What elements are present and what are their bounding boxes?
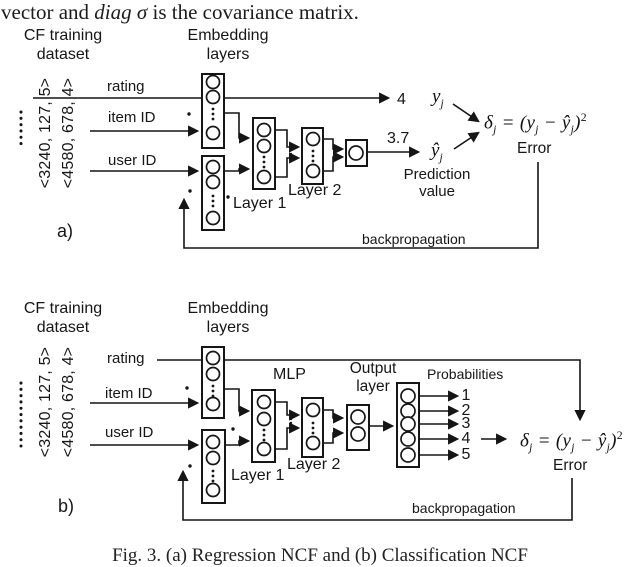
layer1-to-layer2-top xyxy=(275,130,298,147)
error-label-b: Error xyxy=(553,457,588,474)
panel-a-label: a) xyxy=(57,221,74,241)
body-text-line xyxy=(1,0,359,25)
class-label-5: 5 xyxy=(461,446,471,463)
output-layer-line2: layer xyxy=(356,377,390,395)
yj-sub: j xyxy=(440,97,444,110)
panel-b-label: b) xyxy=(58,496,75,516)
body-text-post: is the covariance matrix. xyxy=(147,0,359,24)
eq-square: 2 xyxy=(580,111,587,124)
error-equation-b xyxy=(520,429,623,454)
embedding-line2: layers xyxy=(206,318,250,336)
yhatj-to-error xyxy=(454,133,478,149)
mlp-label-b: MLP xyxy=(273,366,306,383)
tuple-1-b: <3240, 127, 5> xyxy=(37,346,54,458)
prediction-line2: value xyxy=(419,183,455,201)
eq-minus: − xyxy=(574,430,598,452)
embedding-line1: Embedding xyxy=(187,27,269,44)
tuple-2-b: <4580, 678, 4> xyxy=(60,346,77,458)
output-layer-label-b xyxy=(340,360,406,396)
cf-dataset-line1: CF training xyxy=(23,300,103,317)
class-label-2: 2 xyxy=(461,402,471,419)
eq-yhat: ŷ xyxy=(561,112,571,134)
eq-close: ) xyxy=(610,430,617,452)
embedding-layers-label-a xyxy=(174,27,282,64)
cf-dataset-label-b xyxy=(9,300,117,337)
backprop-label-a: backpropagation xyxy=(362,231,466,247)
embedding-line1: Embedding xyxy=(187,300,269,317)
embedding-line2: layers xyxy=(206,45,250,63)
eq-y-sub: j xyxy=(571,442,575,455)
item-embed-to-layer1 xyxy=(224,113,248,138)
layer1-to-layer2-bottom xyxy=(275,428,298,449)
eq-open: = ( xyxy=(532,430,563,452)
eq-delta: δ xyxy=(520,430,530,452)
prediction-line1: Prediction xyxy=(403,166,471,183)
backprop-label-b: backpropagation xyxy=(412,500,516,516)
eq-delta-sub: j xyxy=(529,442,533,455)
layer2-to-output-top xyxy=(323,410,342,418)
prediction-value-caption-a xyxy=(398,166,476,201)
user-id-label-b: user ID xyxy=(105,424,154,441)
body-text-pre: vector and xyxy=(1,0,95,24)
body-text-diag-sigma: diag σ xyxy=(94,0,148,24)
layer1-label-a: Layer 1 xyxy=(233,195,287,212)
cf-dataset-line2: dataset xyxy=(36,45,90,63)
eq-close: ) xyxy=(574,112,581,134)
probabilities-label-b: Probabilities xyxy=(427,366,504,382)
eq-delta: δ xyxy=(484,112,494,134)
layer2-to-output-top xyxy=(323,139,342,149)
eq-y: y xyxy=(562,430,572,452)
error-equation-a xyxy=(484,111,587,136)
user-embed-to-layer1 xyxy=(224,169,248,171)
eq-yhat-sub: j xyxy=(570,124,575,137)
user-embed-to-layer1 xyxy=(225,441,248,445)
layer1-to-layer2-top xyxy=(275,402,298,415)
layer2-to-output-bottom xyxy=(323,157,342,171)
layer1-to-layer2-bottom xyxy=(275,158,298,177)
class-label-1: 1 xyxy=(461,387,471,404)
user-id-label-a: user ID xyxy=(108,152,157,169)
yj-y: y xyxy=(432,86,441,107)
embedding-layers-label-b xyxy=(174,300,282,337)
eq-delta-sub: j xyxy=(493,124,497,137)
rating-label-b: rating xyxy=(107,350,145,367)
cf-dataset-line1: CF training xyxy=(23,27,103,44)
tuple-2-a: <4580, 678, 4> xyxy=(60,77,77,189)
class-label-3: 3 xyxy=(461,415,471,432)
layer2-label-a: Layer 2 xyxy=(288,182,342,199)
yhatj-sub: j xyxy=(439,151,443,164)
eq-square: 2 xyxy=(616,429,623,442)
tuple-1-a: <3240, 127, 5> xyxy=(37,77,54,189)
layer1-label-b: Layer 1 xyxy=(231,467,285,484)
yj-symbol-a xyxy=(432,86,444,110)
class-label-4: 4 xyxy=(461,430,471,447)
item-id-label-b: item ID xyxy=(105,385,153,402)
layer2-label-b: Layer 2 xyxy=(287,456,341,473)
eq-yhat: ŷ xyxy=(597,430,607,452)
output-layer-line1: Output xyxy=(349,360,397,377)
item-id-label-a: item ID xyxy=(108,109,156,126)
layer2-to-output-bottom xyxy=(323,433,342,443)
figure-caption: Fig. 3. (a) Regression NCF and (b) Classification NCF xyxy=(112,545,528,566)
item-embed-to-layer1 xyxy=(224,389,248,411)
yj-to-error xyxy=(453,104,478,121)
rating-label-a: rating xyxy=(107,78,145,95)
target-rating-value-a: 4 xyxy=(397,91,406,108)
yhatj-y: ŷ xyxy=(431,140,440,161)
error-label-a: Error xyxy=(517,140,552,157)
eq-y: y xyxy=(526,112,536,134)
cf-dataset-line2: dataset xyxy=(36,318,90,336)
eq-yhat-sub: j xyxy=(606,442,611,455)
predicted-rating-value-a: 3.7 xyxy=(387,130,410,147)
eq-y-sub: j xyxy=(535,124,539,137)
cf-dataset-label-a xyxy=(9,27,117,64)
eq-open: = ( xyxy=(496,112,527,134)
eq-minus: − xyxy=(538,112,562,134)
yhatj-symbol-a xyxy=(431,140,443,164)
